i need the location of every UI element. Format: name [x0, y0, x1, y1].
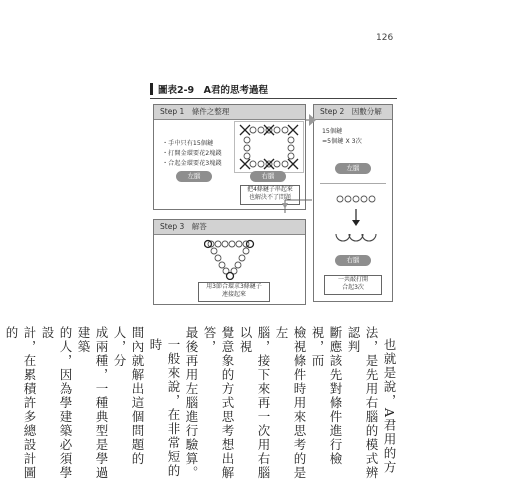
- flow-arrows: [150, 100, 410, 230]
- figure-title: [150, 82, 397, 97]
- body-line: 覺意象的方式思考想出解答，: [202, 326, 235, 480]
- arrow-step2-to-step3: [282, 203, 288, 209]
- step1-right-brain-label: 右腦: [250, 171, 286, 182]
- step3-heading: Step 3 解答: [154, 220, 305, 235]
- title-divider: [150, 98, 397, 99]
- body-text: [0, 326, 398, 486]
- step1-heading: Step 1 條件之整理: [154, 105, 305, 120]
- page-number: 126: [376, 33, 394, 43]
- body-line: 檢視條件時用來思考的是左: [274, 326, 307, 480]
- body-line: 也就是說，A君用的方: [382, 338, 397, 475]
- body-line: 的人，因為學建築必須學設: [40, 326, 73, 480]
- step2-note: 一共敲打開 合起3次: [324, 275, 382, 295]
- step1-condition-1: ・手中只有15個鏈: [162, 140, 214, 147]
- body-line: 最後再用左腦進行驗算。: [184, 326, 199, 480]
- body-line: 計，在累積許多總設計圖的: [4, 326, 37, 480]
- body-line: 法，是先用右腦的模式辨認判: [346, 326, 379, 480]
- body-line: [0, 326, 2, 486]
- step3-chain-triangle-diagram: [204, 238, 256, 280]
- step2-heading: Step 2 因數分解: [314, 105, 392, 120]
- step2-left-brain-label: 左腦: [335, 163, 371, 174]
- step2-calculation: 15個鏈 =5個鏈 X 3次: [322, 128, 362, 145]
- body-line: 一般來說，在非常短的時: [148, 338, 181, 478]
- step1-note: 把4條鏈子串起來 也解決不了問題: [240, 185, 300, 205]
- step1-condition-3: ・合起金環要花3塊錢: [162, 160, 222, 167]
- title-bar-marker: [150, 83, 153, 95]
- step1-condition-2: ・打開金環要花2塊錢: [162, 150, 222, 157]
- step2-right-brain-label: 右腦: [335, 255, 371, 266]
- step3-panel: [153, 219, 306, 305]
- body-line: 間內就解出這個問題的人，分: [112, 326, 145, 466]
- arrow-step1-to-step2: [309, 114, 316, 126]
- figure-title-text: 圖表2-9 A君的思考過程: [158, 85, 269, 96]
- body-line: 斷應該先對條件進行檢視，而: [310, 326, 343, 466]
- body-line: 腦，接下來再一次用右腦以視: [238, 326, 271, 480]
- body-line: 成兩種，一種典型是學過建築: [76, 326, 109, 480]
- step1-left-brain-label: 左腦: [176, 171, 212, 182]
- step3-note: 用3節合環求3條鏈子 連接起來: [198, 282, 270, 302]
